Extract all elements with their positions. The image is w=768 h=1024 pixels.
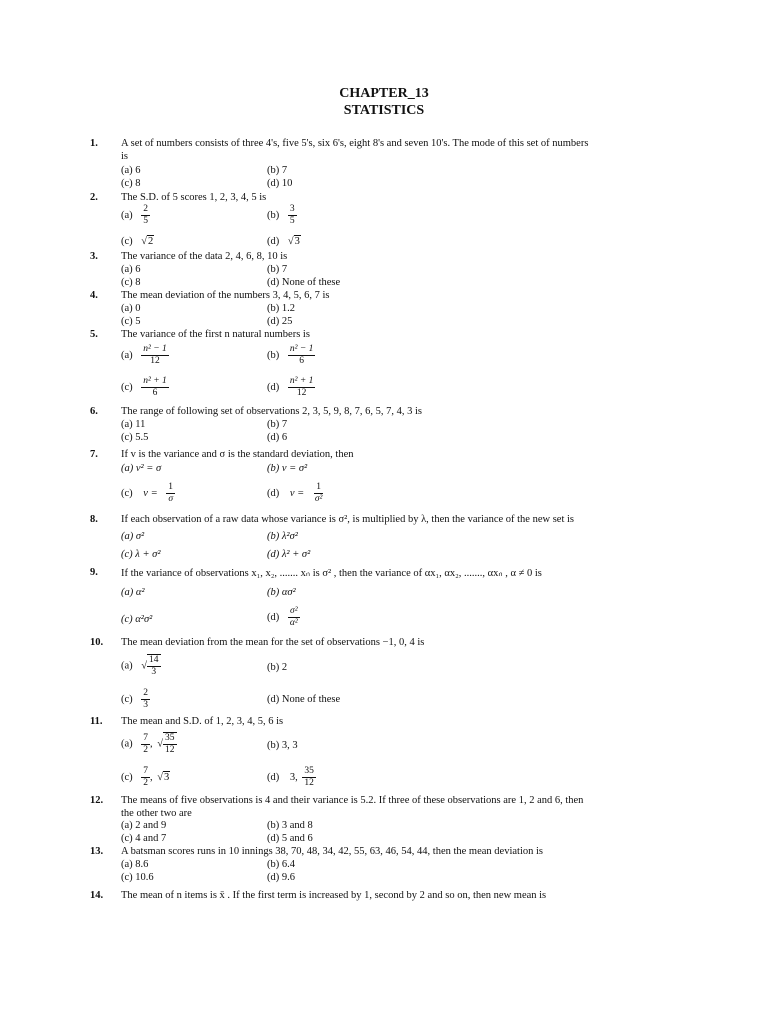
question-number: 6.	[90, 406, 98, 417]
numerator: 35	[304, 766, 314, 776]
question-text: A set of numbers consists of three 4's, five 5's, six 6's, eight 8's and seven 10's. The mode of this set of numbers	[121, 138, 589, 149]
option-label: (d)	[267, 487, 280, 499]
option-d: (d) 6	[267, 432, 288, 443]
question-text: The mean deviation of the numbers 3, 4, 5, 6, 7 is	[121, 290, 330, 301]
option-d: (d) 5 and 6	[267, 833, 313, 844]
question-number: 3.	[90, 251, 98, 262]
option-a: (a) 0	[121, 303, 141, 314]
numerator: 2	[143, 688, 149, 698]
option-label: (d)	[267, 381, 280, 393]
fraction	[141, 766, 150, 789]
math-prefix: 3,	[289, 771, 298, 783]
option-b: (b) 7	[267, 165, 288, 176]
option-label: (c)	[121, 381, 133, 393]
question-text: If each observation of a raw data whose variance is σ², is multiplied by λ, then the variance of the new set is	[121, 514, 574, 525]
option-label: (c)	[121, 487, 133, 499]
fraction	[166, 482, 175, 505]
option-label: (a)	[121, 738, 133, 750]
option-c: (c) 5.5	[121, 432, 149, 443]
denominator: 6	[152, 388, 158, 398]
option-b: (b) 7	[267, 419, 288, 430]
option-b: (b) λ²σ²	[267, 531, 298, 542]
option-c: (c) 8	[121, 178, 141, 189]
option-b	[267, 204, 297, 227]
numerator: 14	[149, 655, 159, 665]
denominator: 12	[165, 745, 175, 755]
denominator: 3	[151, 667, 157, 677]
option-c	[121, 236, 154, 247]
option-b: (b) v = σ²	[267, 463, 308, 474]
fraction	[313, 482, 325, 505]
question-number: 2.	[90, 192, 98, 203]
numerator: n² + 1	[289, 376, 314, 386]
option-d: (d) None of these	[267, 694, 341, 705]
option-c: (c) 8	[121, 277, 141, 288]
option-label: (a)	[121, 349, 133, 361]
fraction	[141, 688, 150, 711]
question-text: The means of five observations is 4 and their variance is 5.2. If three of these observations are 1, 2 and 6, then	[121, 795, 584, 806]
numerator: σ²	[290, 606, 298, 616]
denominator: 12	[150, 356, 160, 366]
denominator: 5	[143, 216, 149, 226]
denominator: σ²	[314, 494, 323, 504]
option-label: (d)	[267, 771, 280, 783]
option-b: (b) ασ²	[267, 587, 296, 598]
question-number: 4.	[90, 290, 98, 301]
denominator: 6	[299, 356, 304, 366]
fraction	[141, 733, 150, 756]
numerator: 35	[165, 733, 175, 743]
option-a: (a) α²	[121, 587, 145, 598]
option-b: (b) 7	[267, 264, 288, 275]
numerator: n² + 1	[143, 376, 167, 386]
option-a: (a) 2 and 9	[121, 820, 167, 831]
option-b: (b) 2	[267, 662, 288, 673]
fraction	[163, 732, 177, 756]
fraction	[288, 606, 300, 629]
option-label: (b)	[267, 209, 280, 221]
denominator: σ	[168, 494, 173, 504]
question-number: 11.	[90, 716, 103, 727]
question-text: The mean of n items is x̄ . If the first term is increased by 1, second by 2 and so on, then new mean is	[121, 890, 547, 901]
option-label: (a)	[121, 660, 133, 672]
option-d: (d) 9.6	[267, 872, 295, 883]
fraction	[302, 766, 316, 789]
option-c: (c) 5	[121, 316, 141, 327]
option-c	[121, 376, 169, 399]
question-text-cont: the other two are	[121, 808, 192, 819]
square-root: √3	[287, 236, 300, 247]
math-prefix: v =	[289, 487, 305, 499]
option-c: (c) 4 and 7	[121, 833, 167, 844]
option-c	[121, 688, 150, 711]
square-root: √2	[141, 236, 154, 247]
square-root: √ $\frac{35}{12}$	[157, 733, 175, 755]
option-d	[267, 236, 301, 247]
option-d: (d) None of these	[267, 277, 341, 288]
denominator: 12	[304, 778, 314, 788]
option-a	[121, 654, 161, 678]
option-label: (b)	[267, 349, 280, 361]
radicand: 3	[164, 771, 170, 783]
option-b: (b) 1.2	[267, 303, 295, 314]
question-number: 9.	[90, 567, 98, 578]
question-text: The range of following set of observations 2, 3, 5, 9, 8, 7, 6, 5, 7, 4, 3 is	[121, 406, 422, 417]
fraction	[141, 376, 169, 399]
fraction	[141, 344, 169, 367]
denominator: 2	[143, 744, 149, 755]
option-b: (b) 6.4	[267, 859, 295, 870]
option-d	[267, 766, 316, 789]
option-a: (a) 11	[121, 419, 146, 430]
option-a: (a) v² = σ	[121, 463, 162, 474]
question-number: 5.	[90, 329, 98, 340]
question-number: 12.	[90, 795, 104, 806]
fraction	[147, 654, 161, 678]
question-number: 13.	[90, 846, 104, 857]
denominator: α²	[289, 618, 298, 628]
fraction	[288, 344, 316, 367]
option-label: (c)	[121, 693, 133, 705]
question-number: 8.	[90, 514, 98, 525]
radicand: 2	[148, 236, 154, 247]
denominator: 5	[289, 216, 295, 226]
option-b	[267, 344, 315, 367]
option-c: (c) 10.6	[121, 872, 154, 883]
square-root: √3	[157, 771, 170, 783]
question-text: The variance of the data 2, 4, 6, 8, 10 is	[121, 251, 288, 262]
math-prefix: v =	[143, 487, 158, 499]
option-label: (d)	[267, 611, 280, 623]
question-number: 1.	[90, 138, 98, 149]
option-d	[267, 606, 300, 629]
option-a	[121, 732, 177, 756]
option-a: (a) 6	[121, 264, 141, 275]
question-text: The S.D. of 5 scores 1, 2, 3, 4, 5 is	[121, 192, 267, 203]
denominator: 3	[143, 700, 149, 710]
fraction	[141, 204, 150, 227]
chapter-title: CHAPTER_13	[339, 86, 429, 101]
option-a	[121, 344, 169, 367]
option-d: (d) λ² + σ²	[267, 549, 311, 560]
numerator: 7	[143, 732, 149, 743]
option-label: (d)	[267, 236, 280, 247]
question-number: 7.	[90, 449, 98, 460]
numerator: 1	[316, 482, 322, 492]
question-text: A batsman scores runs in 10 innings 38, 70, 48, 34, 42, 55, 63, 46, 54, 44, then the mean deviation is	[121, 846, 543, 857]
question-text: The variance of the first n natural numbers is	[121, 329, 310, 340]
question-number: 14.	[90, 890, 104, 901]
option-label: (c)	[121, 771, 133, 783]
option-c	[121, 482, 175, 505]
option-a	[121, 204, 150, 227]
option-b: (b) 3, 3	[267, 740, 298, 751]
option-d: (d) 10	[267, 178, 293, 189]
option-d	[267, 482, 324, 505]
question-number: 10.	[90, 637, 104, 648]
numerator: 7	[143, 766, 149, 776]
option-c: (c) λ + σ²	[121, 549, 161, 560]
option-d	[267, 376, 315, 399]
option-a: (a) 8.6	[121, 859, 149, 870]
separator: ,	[150, 738, 153, 750]
fraction	[288, 204, 297, 227]
option-a: (a) σ²	[121, 531, 145, 542]
radicand: 3	[294, 236, 300, 247]
numerator: n² − 1	[289, 344, 314, 354]
option-d: (d) 25	[267, 316, 293, 327]
question-text: The mean deviation from the mean for the set of observations −1, 0, 4 is	[121, 637, 425, 648]
question-text: If the variance of observations x₁, x₂, ....... xₙ is σ² , then the variance of αx₁, αx₂, ......., αxₙ , α ≠ 0 is	[121, 568, 542, 579]
question-text: If v is the variance and σ is the standard deviation, then	[121, 449, 354, 460]
denominator: 12	[296, 388, 307, 398]
numerator: 3	[289, 204, 295, 214]
numerator: n² − 1	[143, 344, 167, 354]
numerator: 2	[143, 204, 149, 214]
numerator: 1	[168, 482, 174, 492]
option-c: (c) α²σ²	[121, 614, 153, 625]
option-b: (b) 3 and 8	[267, 820, 313, 831]
option-label: (a)	[121, 209, 133, 221]
option-label: (c)	[121, 236, 133, 247]
fraction	[288, 376, 316, 399]
separator: ,	[150, 771, 153, 783]
subject-title: STATISTICS	[343, 103, 425, 118]
question-text: The mean and S.D. of 1, 2, 3, 4, 5, 6 is	[121, 716, 284, 727]
option-a: (a) 6	[121, 165, 141, 176]
option-c	[121, 766, 170, 789]
denominator: 2	[143, 778, 149, 788]
square-root: √ $\frac{14}{3}$	[141, 655, 159, 677]
question-text-cont: is	[121, 151, 129, 162]
